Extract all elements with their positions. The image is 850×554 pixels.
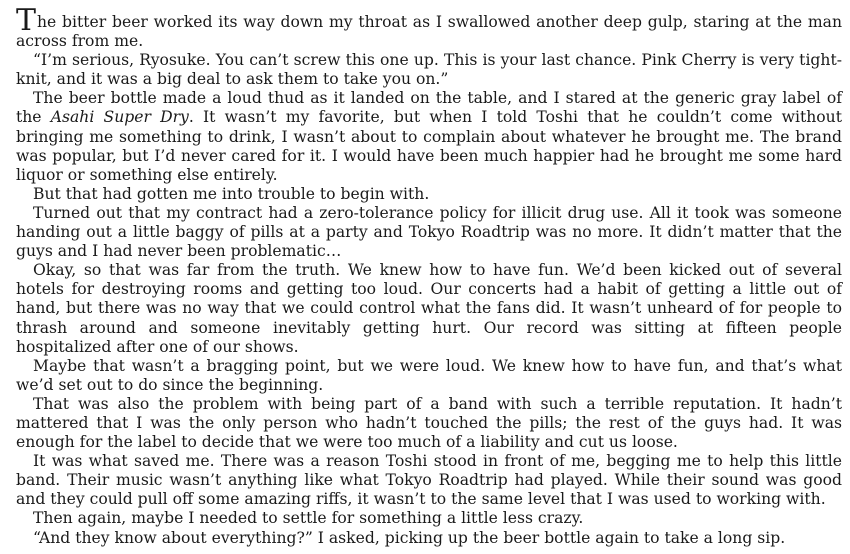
paragraph-3 [16, 89, 842, 184]
paragraph-1 [16, 3, 842, 51]
paragraph-10: Then again, maybe I needed to settle for something a little less crazy. [33, 509, 584, 528]
paragraph-5: Turned out that my contract had a zero-tolerance policy for illicit drug use. All it took was someone handing out a little baggy of pills at a party and Tokyo Roadtrip was no more. It didn’t matter that the guys and I had never been problematic… [16, 203, 842, 261]
drop-cap: T [16, 3, 37, 38]
paragraph-3-text-after: . It wasn’t my favorite, but when I told Toshi that he couldn’t come without bringing me something to drink, I wasn’t about to complain about whatever he brought me. The brand was popular, but I’d never cared for it. I would have been much happier had he brought me some hard liquor or something else entirely. [16, 108, 842, 184]
beer-brand-italic: Asahi Super Dry [50, 108, 189, 127]
paragraph-9: It was what saved me. There was a reason Toshi stood in front of me, begging me to help this little band. Their music wasn’t anything like what Tokyo Roadtrip had played. While their sound was good and they could pull off some amazing riffs, it wasn’t to the same level that I was used to working with. [16, 452, 842, 509]
paragraph-6: Okay, so that was far from the truth. We knew how to have fun. We’d been kicked out of several hotels for destroying rooms and getting too loud. Our concerts had a habit of getting a little out of hand, but there was no way that we could control what the fans did. It wasn’t unheard of for people to thrash around and someone inevitably getting hurt. Our record was sitting at fifteen people hospitalized after one of our shows. [16, 261, 842, 356]
paragraph-2: “I’m serious, Ryosuke. You can’t screw this one up. This is your last chance. Pink Cherry is very tight-knit, and it was a big deal to ask them to take you on.” [16, 51, 842, 89]
paragraph-1-text: he bitter beer worked its way down my throat as I swallowed another deep gulp, staring at the man across from me. [16, 13, 842, 51]
paragraph-3-text-before: The beer bottle made a loud thud as it landed on the table, and I stared at the generic gray label of the [16, 89, 842, 127]
paragraph-4: But that had gotten me into trouble to begin with. [33, 184, 430, 203]
paragraph-11: “And they know about everything?” I asked, picking up the beer bottle again to take a long sip. [33, 528, 786, 547]
paragraph-8: That was also the problem with being part of a band with such a terrible reputation. It hadn’t mattered that I was the only person who hadn’t touched the pills; the rest of the guys had. It was enough for the label to decide that we were too much of a liability and cut us loose. [16, 394, 842, 452]
paragraph-7: Maybe that wasn’t a bragging point, but we were loud. We knew how to have fun, and that’s what we’d set out to do since the beginning. [16, 356, 842, 394]
